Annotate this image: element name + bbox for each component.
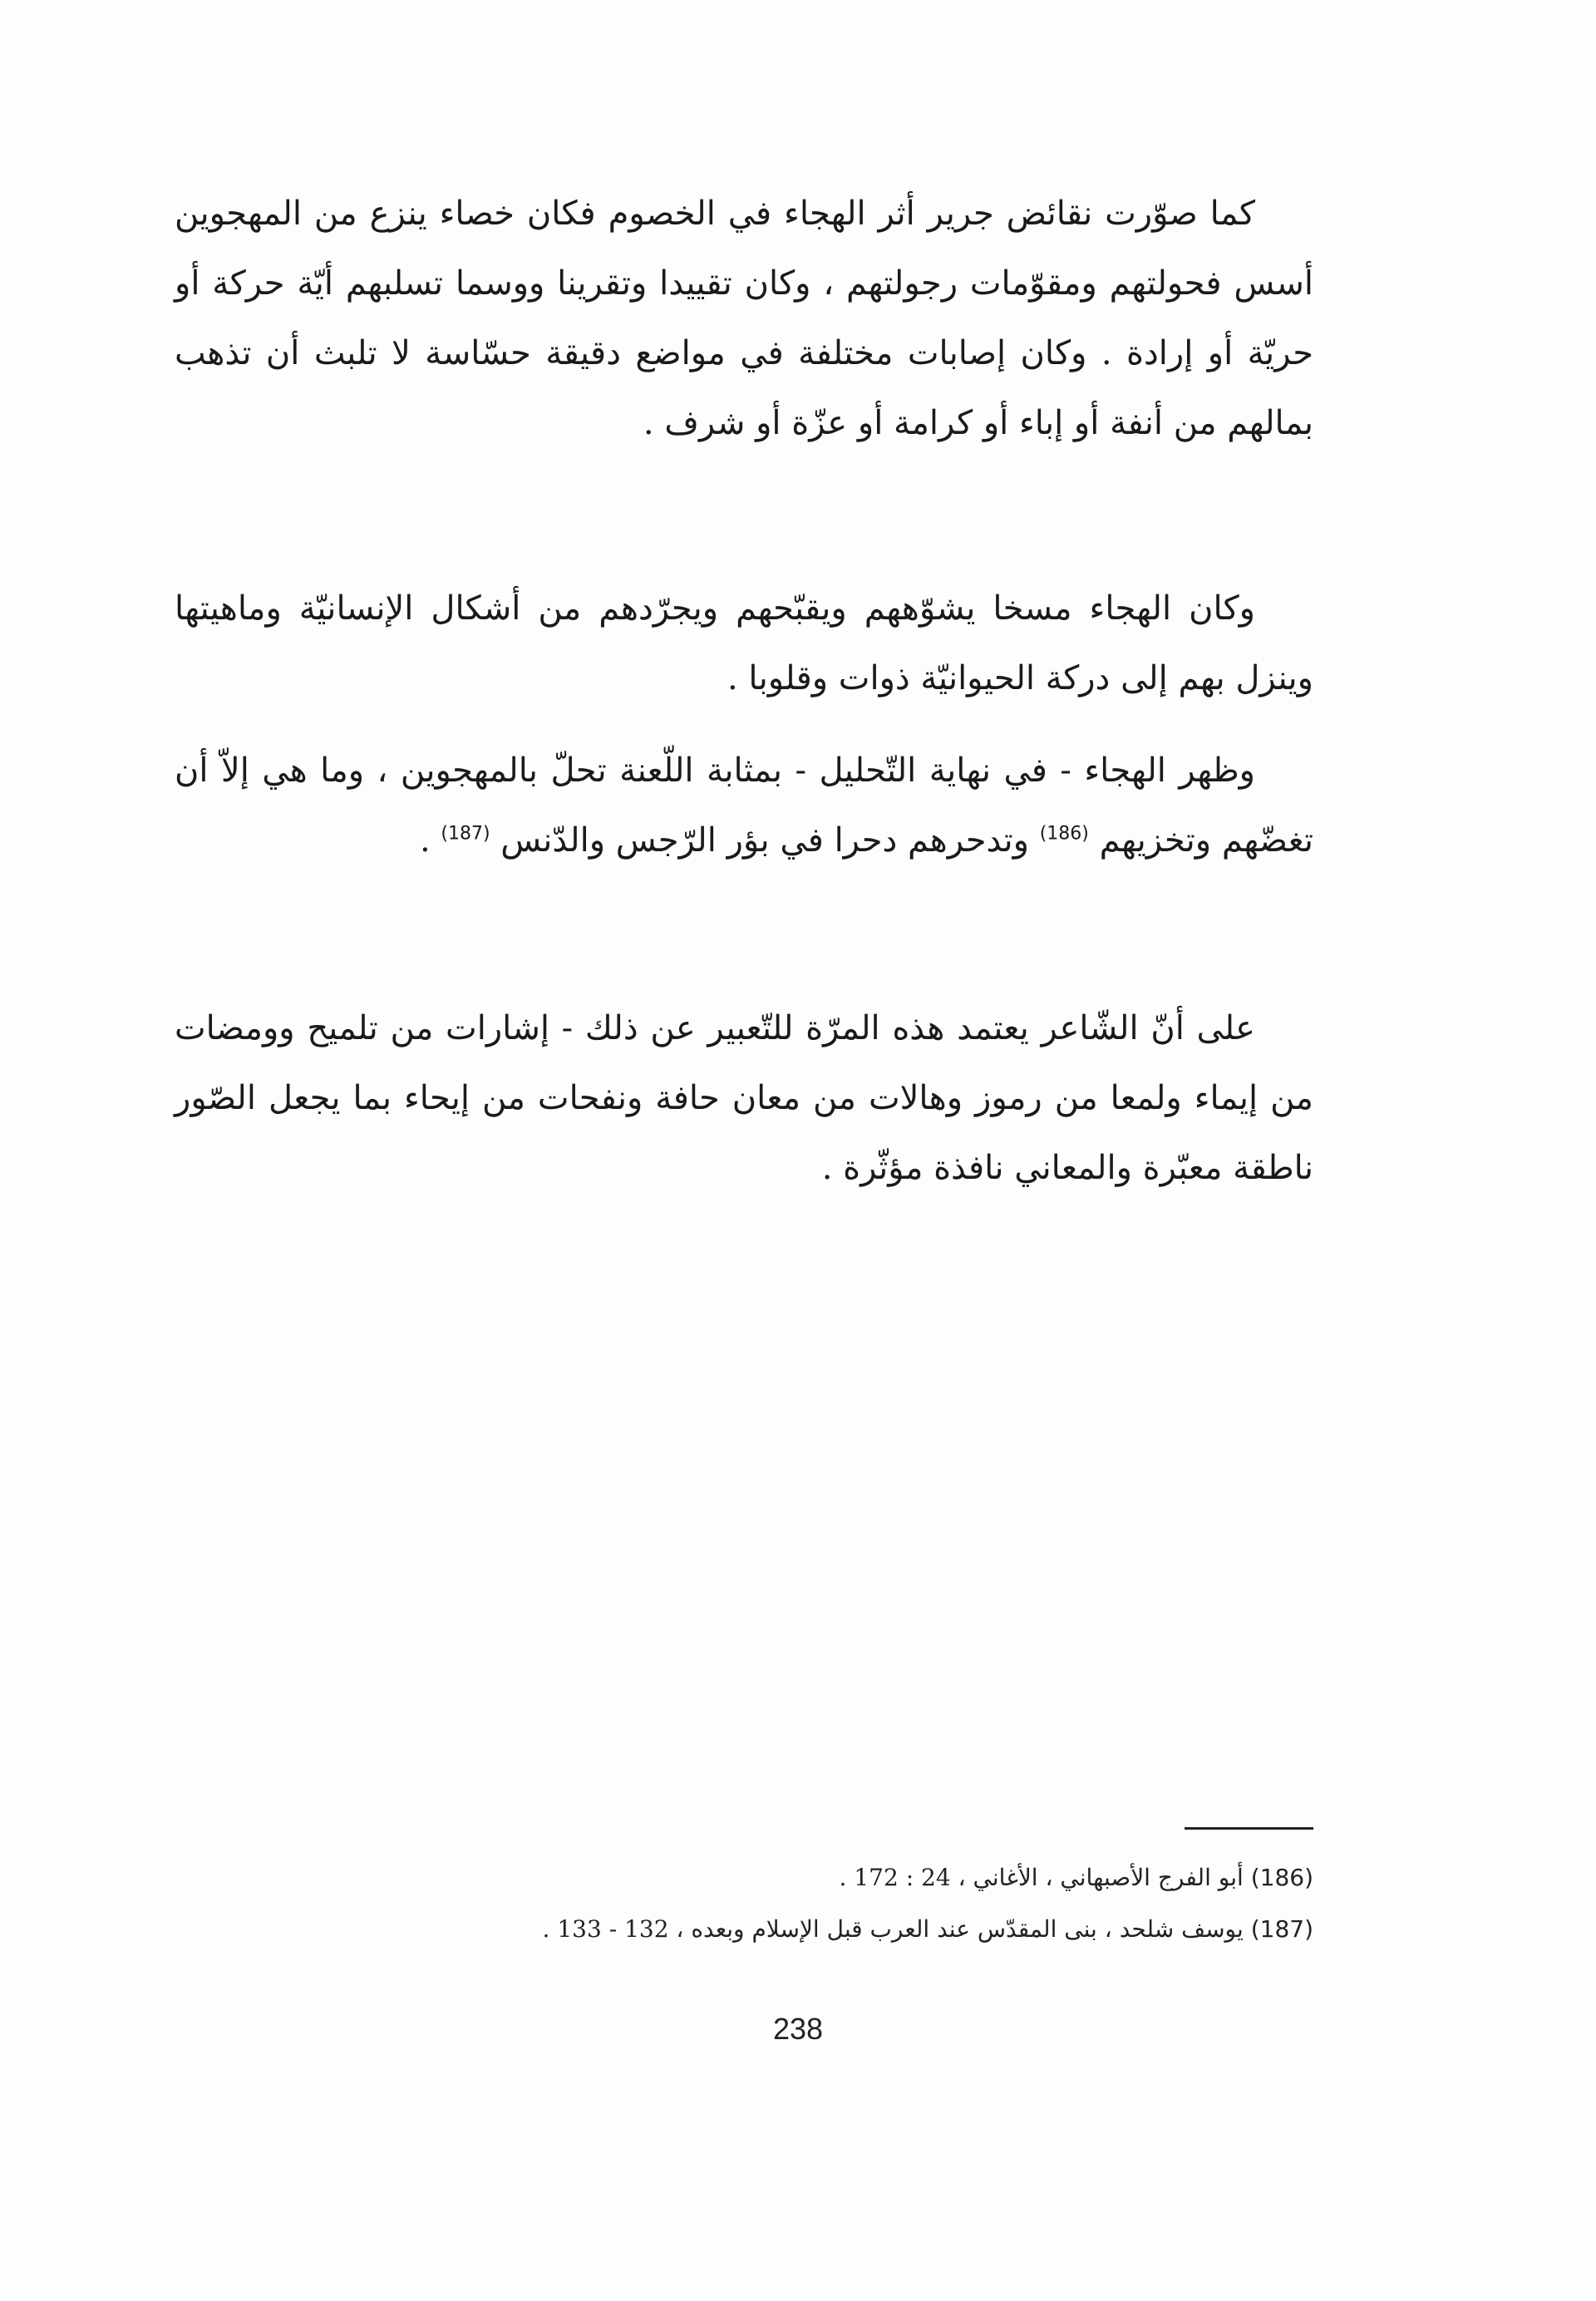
paragraph-2-text: وكان الهجاء مسخا يشوّههم ويقبّحهم ويجرّدهم من أشكال الإنسانيّة وماهيتها وينزل بهم إلى دركة الحيوانيّة ذوات وقلوبا . <box>175 589 1313 697</box>
footnotes <box>316 1852 1313 1955</box>
paragraph-3 <box>175 736 1313 875</box>
paragraph-2 <box>175 574 1313 713</box>
paragraph-4 <box>175 993 1313 1203</box>
footnote-ref-187[interactable]: (187) <box>441 823 490 845</box>
paragraph-3-part-2: وتدحرهم دحرا في بؤر الرّجس والدّنس <box>500 821 1029 860</box>
footnote-ref-186[interactable]: (186) <box>1039 823 1089 845</box>
paragraph-1 <box>175 179 1313 458</box>
footnote-number: (186) <box>1250 1864 1313 1891</box>
paragraph-3-part-3: . <box>419 821 431 860</box>
paragraph-3-part-1: وظهر الهجاء - في نهاية التّحليل - بمثابة اللّعنة تحلّ بالمهجوين ، وما هي إلاّ أن تغضّهم وتخزيهم <box>175 751 1313 860</box>
footnote-text: أبو الفرج الأصبهاني ، الأغاني ، 24 : 172 . <box>839 1864 1244 1891</box>
paragraph-1-text: كما صوّرت نقائض جرير أثر الهجاء في الخصوم فكان خصاء ينزع من المهجوين أسس فحولتهم ومقوّمات رجولتهم ، وكان تقييدا وتقرينا ووسما تسلبهم أيّة حركة أو حريّة أو إرادة . وكان إصابات مختلفة في مواضع دقيقة حسّاسة لا تلبث أن تذهب بمالهم من أنفة أو إباء أو كرامة أو عزّة أو شرف . <box>175 195 1313 442</box>
paragraph-3-text <box>175 736 1313 875</box>
paragraph-4-text: على أنّ الشّاعر يعتمد هذه المرّة للتّعبير عن ذلك - إشارات من تلميح وومضات من إيماء ولمعا من رموز وهالات من معان حافة ونفحات من إيحاء بما يجعل الصّور ناطقة معبّرة والمعاني نافذة مؤثّرة . <box>175 1009 1313 1187</box>
footnote-186 <box>316 1852 1313 1904</box>
footnote-187 <box>316 1904 1313 1955</box>
footnote-divider <box>1185 1827 1313 1830</box>
footnote-number: (187) <box>1250 1915 1313 1943</box>
page-number: 238 <box>772 2012 824 2046</box>
footnote-text: يوسف شلحد ، بنى المقدّس عند العرب قبل الإسلام وبعده ، 132 - 133 . <box>542 1915 1244 1943</box>
